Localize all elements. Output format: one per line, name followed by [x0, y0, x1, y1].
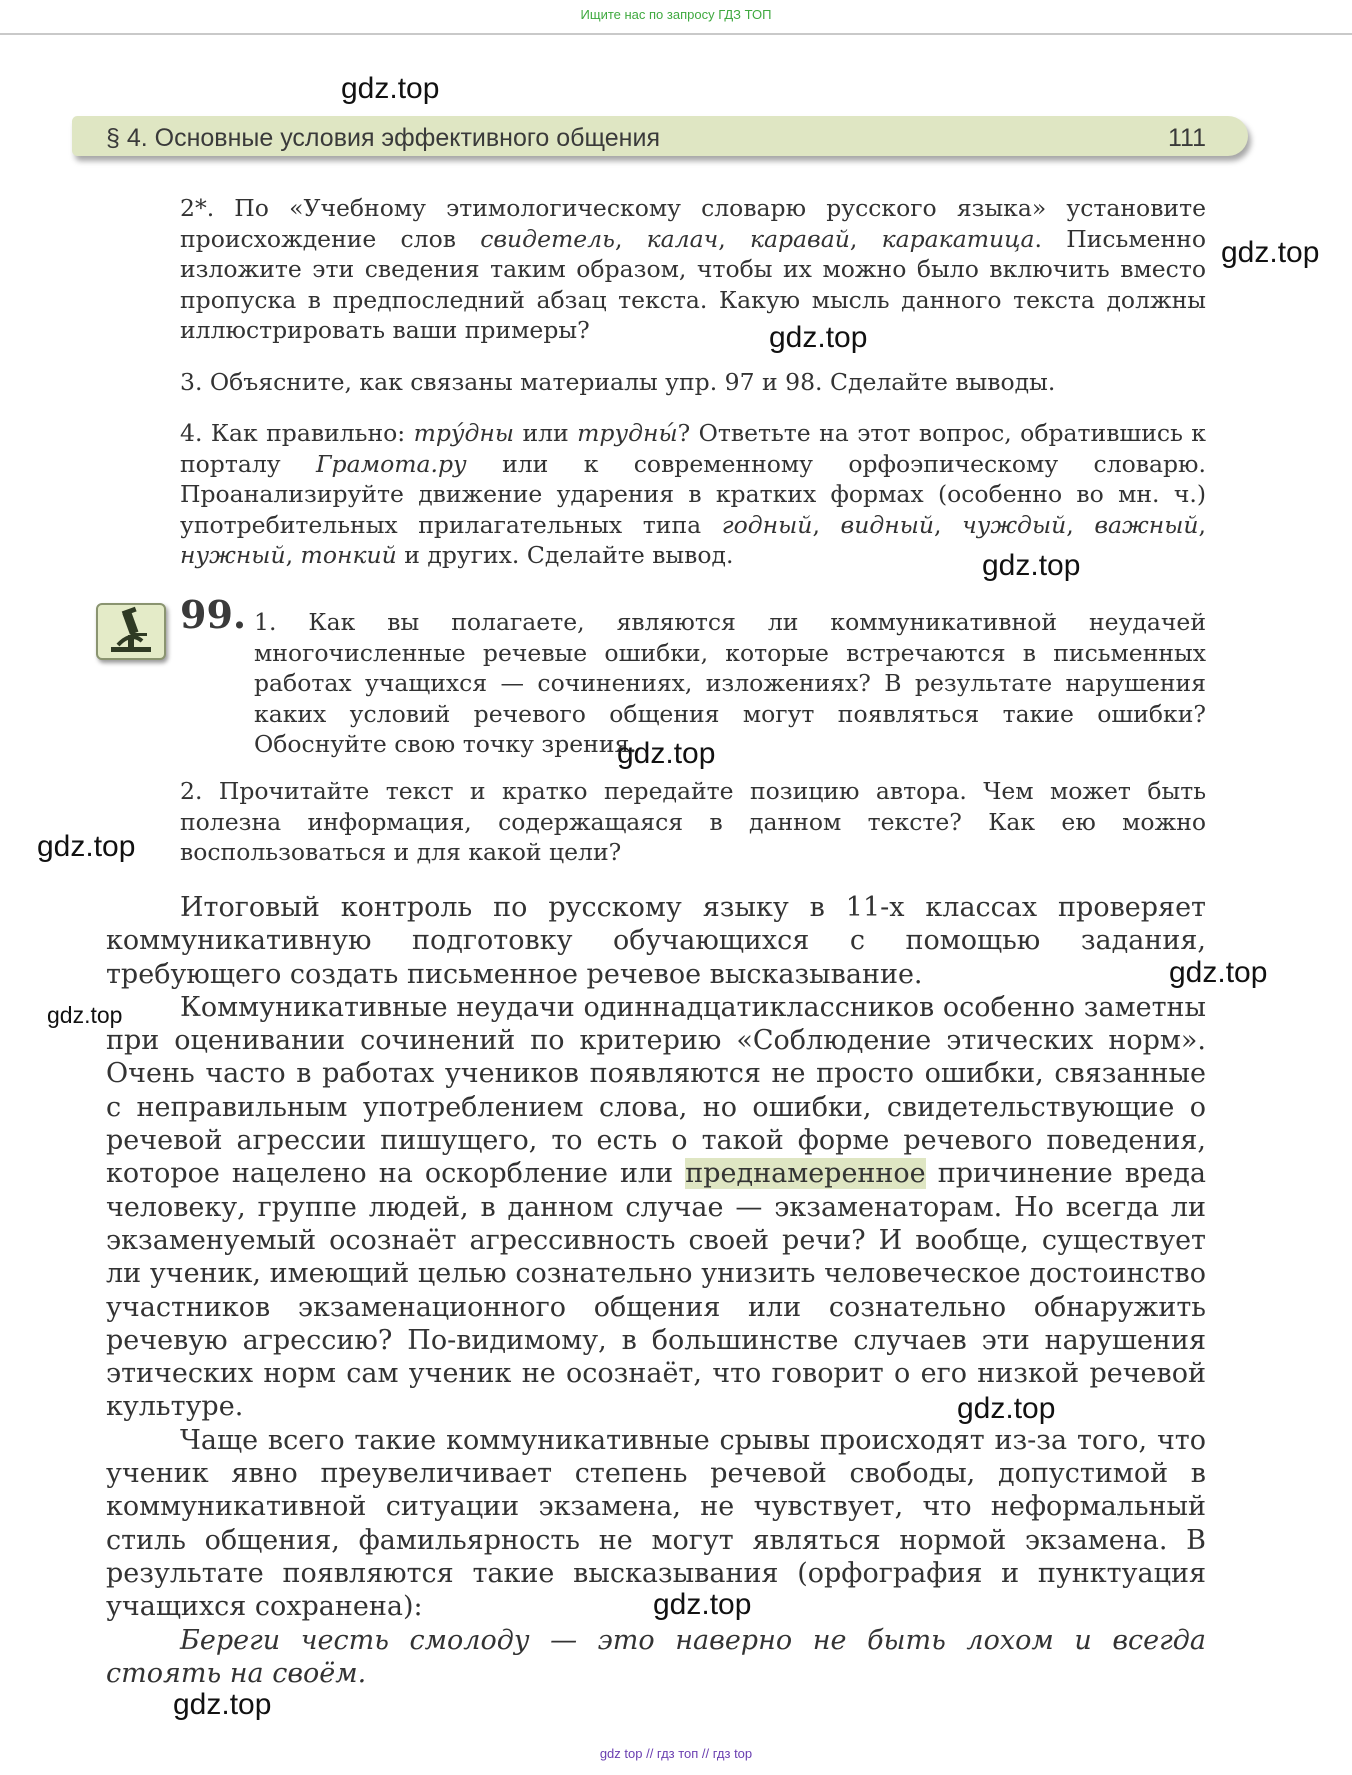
watermark: gdz.top: [982, 549, 1081, 582]
watermark: gdz.top: [173, 1688, 272, 1721]
watermark: gdz.top: [1169, 956, 1268, 989]
main-text: [106, 891, 1206, 1690]
highlighted-word: преднамеренное: [685, 1158, 926, 1190]
paragraph-2: Коммуникативные неудачи одиннадцатиклассников особенно заметны при оценивании сочинений по критерию «Соблюдение этических норм». Очень часто в работах учеников появляются не просто ошибки, связанные с неправильным употреблением слова, но ошибки, свидетельствующие о речевой агрессии пишущего, то есть о такой форме речевого поведения, которое нацелено на оскорбление или преднамеренное причинение вреда человеку, группе людей, в данном случае — экзаменаторам. Но всегда ли экзаменуемый осознаёт агрессивность своей речи? И вообще, существует ли ученик, имеющий целью сознательно унизить человеческое достоинство участников экзаменационного общения или сознательно обнаружить речевую агрессию? По-видимому, в большинстве случаев эти нарушения этических норм сам ученик не осознаёт, что говорит о его низкой речевой культуре.: [106, 991, 1206, 1423]
page-number: 111: [1167, 124, 1206, 152]
watermark: gdz.top: [957, 1392, 1056, 1425]
watermark: gdz.top: [617, 737, 716, 770]
watermark: gdz.top: [1221, 236, 1320, 269]
task-3: 3. Объясните, как связаны материалы упр. 97 и 98. Сделайте выводы.: [180, 368, 1056, 396]
watermark: gdz.top: [37, 830, 136, 863]
paragraph-3: Чаще всего такие коммуникативные срывы происходят из-за того, что ученик явно преувеличивает степень речевой свободы, допустимой в коммуникативной ситуации экзамена, не чувствует, что неформальный стиль общения, фамильярность не могут являться нормой экзамена. В результате появляются такие высказывания (орфография и пунктуация учащихся сохранена):: [106, 1424, 1206, 1623]
watermark: gdz.top: [341, 72, 440, 105]
microscope-icon: [96, 603, 166, 660]
watermark: gdz.top: [653, 1588, 752, 1621]
task-4: 4. Как правильно: тру́дны или трудны́? Ответьте на этот вопрос, обратившись к порталу Грамота.ру или к современному орфоэпическому словарю. Проанализируйте движение ударения в кратких формах (особенно во мн. ч.) употребительных прилагательных типа годный, видный, чуждый, важный, нужный, тонкий и других. Сделайте вывод.: [180, 419, 1206, 569]
example-quote: Береги честь смолоду — это наверно не быть лохом и всегда стоять на своём.: [106, 1624, 1206, 1689]
exercise-question-2: 2. Прочитайте текст и кратко передайте позицию автора. Чем может быть полезна информация, содержащаяся в данном тексте? Как ею можно воспользоваться и для какой цели?: [180, 777, 1206, 866]
exercise-number: 99.: [180, 592, 247, 637]
watermark: gdz.top: [769, 321, 868, 354]
footer-links: gdz top // гдз топ // гдз top: [599, 1746, 753, 1761]
exercise-question-1: 1. Как вы полагаете, являются ли коммуникативной неудачей многочисленные речевые ошибки, которые встречаются в письменных работах учащихся — сочинениях, изложениях? В результате нарушения каких условий речевого общения могут появляться такие ошибки? Обоснуйте свою точку зрения.: [254, 608, 1206, 758]
top-banner: Ищите нас по запросу ГДЗ ТОП: [0, 0, 1352, 35]
section-title: § 4. Основные условия эффективного общения: [106, 124, 660, 152]
watermark: gdz.top: [47, 1002, 123, 1028]
paragraph-1: Итоговый контроль по русскому языку в 11-х классах проверяет коммуникативную подготовку обучающихся с помощью задания, требующего создать письменное речевое высказывание.: [106, 892, 1206, 990]
task-2: 2*. По «Учебному этимологическому словарю русского языка» установите происхождение слов свидетель, калач, каравай, каракатица. Письменно изложите эти сведения таким образом, чтобы их можно было включить вместо пропуска в предпоследний абзац текста. Какую мысль данного текста должны иллюстрировать ваши примеры?: [180, 194, 1206, 344]
